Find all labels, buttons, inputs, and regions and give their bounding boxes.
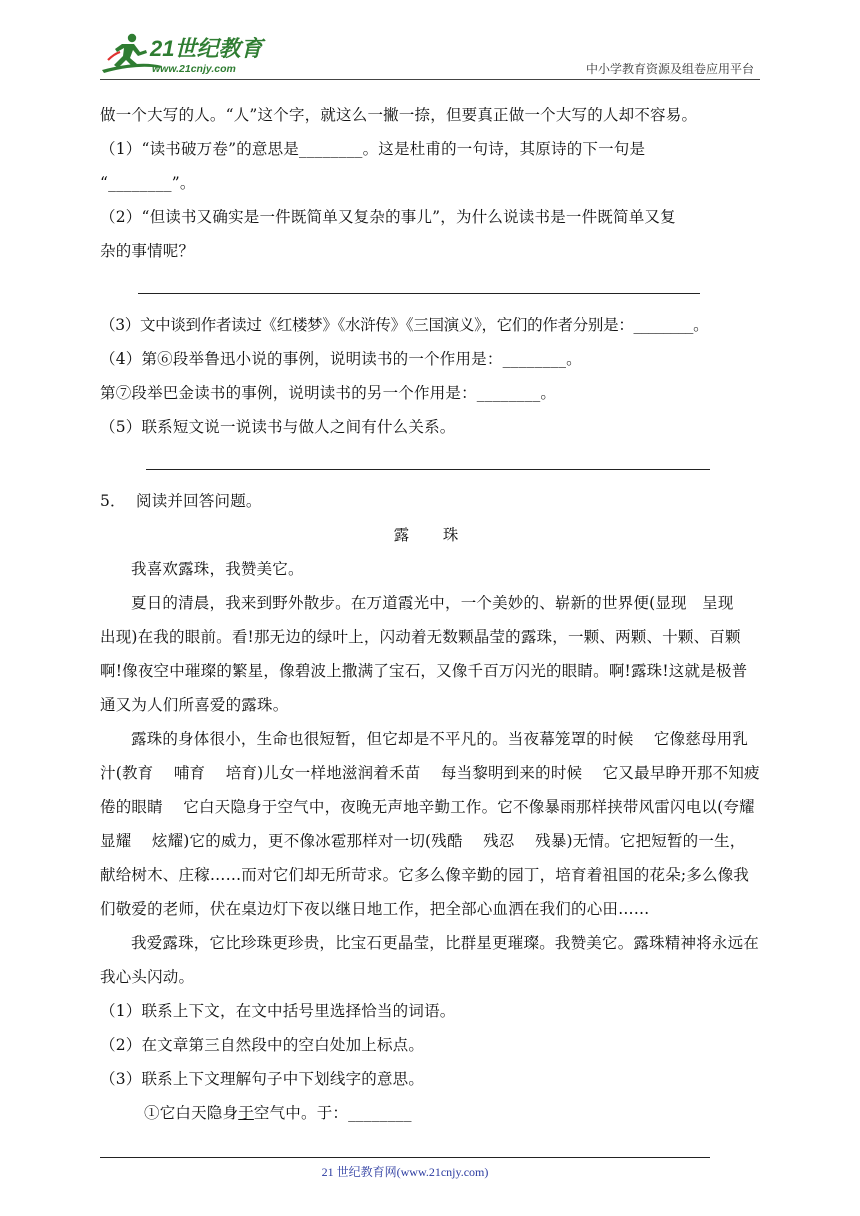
q4-sub2-line1: （2）“但读书又确实是一件既简单又复杂的事儿”，为什么说读书是一件既简单又复 — [100, 208, 676, 226]
q5-sub3: （3）联系上下文理解句子中下划线字的意思。 — [100, 1070, 425, 1088]
q5-para-3: 露珠的身体很小，生命也很短暂，但它却是不平凡的。当夜幕笼罩的时候 它像慈母用乳汁(教育 哺育 培育)儿女一样地滋润着禾苗 每当黎明到来的时候 它又最早睁开那不知疲倦的眼睛 它白天隐身于空气中，夜晚无声地辛勤工作。它不像暴雨那样挟带风雷闪电以(夸耀 显耀 炫耀)它的威力，更不像冰雹那样对一切(残酷 残忍 残暴)无情。它把短暂的一生，献给树木、庄稼……而对它们却无所苛求。它多么像辛勤的园丁，培育着祖国的花朵;多么像我们敬爱的老师，伏在桌边灯下夜以继日地工作，把全部心血洒在我们的心田…… — [100, 730, 776, 918]
21cnjy-logo — [100, 30, 270, 76]
q4-sub5: （5）联系短文说一说读书与做人之间有什么关系。 — [100, 418, 456, 436]
q4-sub1-line1: （1）“读书破万卷”的意思是________。这是杜甫的一句诗，其原诗的下一句是 — [100, 140, 646, 158]
q5-passage-title: 露 珠 — [393, 526, 467, 544]
q5-para-1: 我喜欢露珠，我赞美它。 — [131, 560, 304, 578]
q4-passage-end: 做一个大写的人。“人”这个字，就这么一撇一捺，但要真正做一个大写的人却不容易。 — [100, 106, 698, 124]
logo-url-text: www.21cnjy.com — [152, 63, 236, 75]
q4-sub2-answer-line[interactable] — [100, 268, 760, 308]
q4-sub1-line2: “________”。 — [100, 174, 196, 192]
q4-sub4-line2: 第⑦段举巴金读书的事例，说明读书的另一个作用是：________。 — [100, 384, 557, 402]
q5-heading: 5． 阅读并回答问题。 — [100, 492, 262, 510]
q5-sub2: （2）在文章第三自然段中的空白处加上标点。 — [100, 1036, 425, 1054]
page-footer: 21 世纪教育网(www.21cnjy.com) — [321, 1165, 489, 1179]
page-content — [100, 98, 776, 1130]
q4-sub3: （3）文中谈到作者读过《红楼梦》《水浒传》《三国演义》，它们的作者分别是：________。 — [100, 316, 709, 334]
q5-sub3-item1-pre: ①它白天隐身 — [144, 1104, 239, 1122]
platform-name: 中小学教育资源及组卷应用平台 — [585, 62, 754, 76]
q4-sub5-answer-line[interactable] — [100, 444, 760, 484]
q5-sub1: （1）联系上下文，在文中括号里选择恰当的词语。 — [100, 1002, 456, 1020]
q5-sub3-item1-underlined-char: 于 — [238, 1104, 254, 1122]
logo-brand-text: 21世纪教育 — [150, 36, 263, 61]
q5-para-2: 夏日的清晨，我来到野外散步。在万道霞光中，一个美妙的、崭新的世界便(显现 呈现 出现)在我的眼前。看!那无边的绿叶上，闪动着无数颗晶莹的露珠，一颗、两颗、十颗、百颗啊!像夜空中璀璨的繁星，像碧波上撒满了宝石，又像千百万闪光的眼睛。啊!露珠!这就是极普通又为人们所喜爱的露珠。 — [100, 594, 749, 714]
q5-sub3-item1-post: 空气中。于：________ — [253, 1104, 412, 1122]
q4-sub2-line2: 杂的事情呢？ — [100, 242, 195, 260]
page-header — [100, 30, 760, 80]
q5-para-4: 我爱露珠，它比珍珠更珍贵，比宝石更晶莹，比群星更璀璨。我赞美它。露珠精神将永远在我心头闪动。 — [100, 934, 760, 986]
q5-sub3-item1 — [100, 1096, 760, 1130]
q4-sub4-line1: （4）第⑥段举鲁迅小说的事例，说明读书的一个作用是：________。 — [100, 350, 582, 368]
header-divider — [100, 79, 760, 80]
footer-divider — [100, 1157, 710, 1158]
